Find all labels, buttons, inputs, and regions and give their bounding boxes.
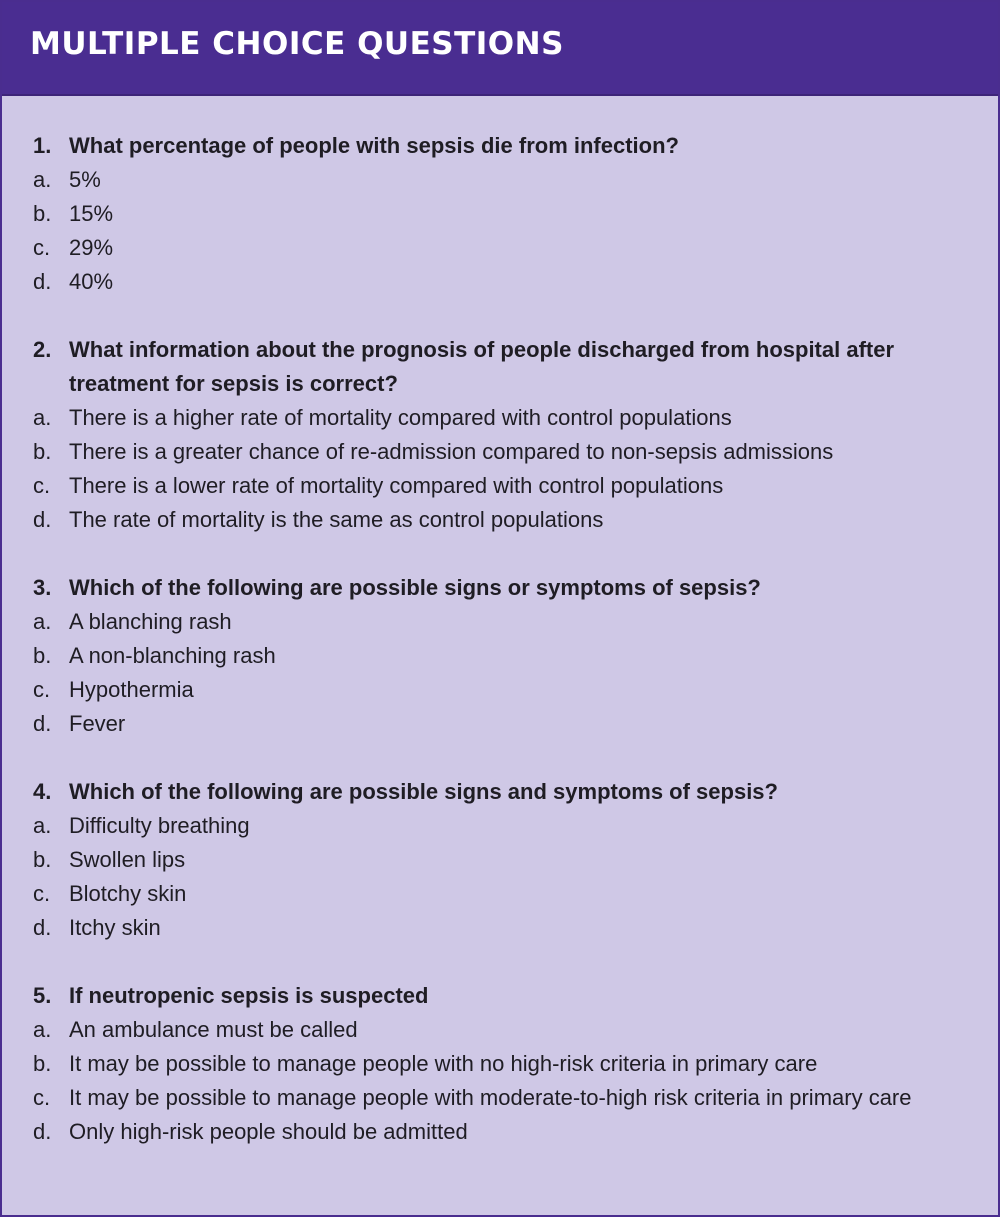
option-text: An ambulance must be called [69,1017,358,1042]
question-number: 3. [33,575,52,600]
question-4 [2,775,998,945]
answer-option [2,843,998,877]
option-text: Only high-risk people should be admitted [69,1119,468,1144]
option-text: Itchy skin [69,915,161,940]
answer-option [2,1081,998,1115]
option-letter: d. [33,711,52,736]
answer-option [2,163,998,197]
option-letter: b. [33,1051,52,1076]
option-letter: b. [33,847,52,872]
question-heading [2,333,998,401]
option-text: Hypothermia [69,677,194,702]
answer-option [2,1013,998,1047]
option-text: There is a higher rate of mortality compared with control populations [69,405,732,430]
question-1 [2,129,998,299]
option-letter: c. [33,881,51,906]
option-text: Fever [69,711,126,736]
option-text: Swollen lips [69,847,186,872]
question-text: What information about the prognosis of people discharged from hospital after treatment for sepsis is correct? [69,337,895,396]
header-bar [2,2,998,96]
option-text: It may be possible to manage people with moderate-to-high risk criteria in primary care [69,1085,912,1110]
page-title: MULTIPLE CHOICE QUESTIONS [30,26,564,62]
option-letter: d. [33,915,52,940]
option-text: There is a lower rate of mortality compared with control populations [69,473,724,498]
option-text: 5% [69,167,101,192]
answer-option [2,911,998,945]
question-list [2,96,998,1149]
question-text: What percentage of people with sepsis die from infection? [69,133,679,158]
answer-option [2,1115,998,1149]
answer-option [2,197,998,231]
answer-option [2,435,998,469]
question-text: If neutropenic sepsis is suspected [69,983,429,1008]
option-letter: d. [33,269,52,294]
option-letter: a. [33,1017,52,1042]
option-text: A non-blanching rash [69,643,276,668]
option-text: There is a greater chance of re-admission compared to non-sepsis admissions [69,439,834,464]
question-text: Which of the following are possible signs and symptoms of sepsis? [69,779,778,804]
option-letter: b. [33,439,52,464]
option-letter: a. [33,167,52,192]
option-letter: c. [33,235,51,260]
answer-option [2,809,998,843]
option-letter: d. [33,1119,52,1144]
answer-option [2,265,998,299]
question-3 [2,571,998,741]
option-letter: a. [33,813,52,838]
question-heading [2,775,998,809]
answer-option [2,605,998,639]
question-heading [2,129,998,163]
option-text: It may be possible to manage people with no high-risk criteria in primary care [69,1051,818,1076]
option-letter: b. [33,643,52,668]
question-number: 4. [33,779,52,804]
answer-option [2,707,998,741]
answer-option [2,1047,998,1081]
question-number: 1. [33,133,52,158]
answer-option [2,503,998,537]
option-letter: a. [33,405,52,430]
question-number: 5. [33,983,52,1008]
question-heading [2,979,998,1013]
question-text: Which of the following are possible signs or symptoms of sepsis? [69,575,761,600]
option-letter: c. [33,677,51,702]
question-number: 2. [33,337,52,362]
option-text: 29% [69,235,114,260]
option-letter: a. [33,609,52,634]
question-5 [2,979,998,1149]
answer-option [2,877,998,911]
option-letter: c. [33,1085,51,1110]
answer-option [2,639,998,673]
answer-option [2,673,998,707]
option-text: Difficulty breathing [69,813,250,838]
answer-option [2,401,998,435]
option-letter: c. [33,473,51,498]
question-2 [2,333,998,537]
option-text: The rate of mortality is the same as control populations [69,507,604,532]
option-text: A blanching rash [69,609,232,634]
option-letter: b. [33,201,52,226]
option-text: 15% [69,201,114,226]
question-heading [2,571,998,605]
answer-option [2,231,998,265]
answer-option [2,469,998,503]
option-letter: d. [33,507,52,532]
option-text: Blotchy skin [69,881,187,906]
option-text: 40% [69,269,114,294]
